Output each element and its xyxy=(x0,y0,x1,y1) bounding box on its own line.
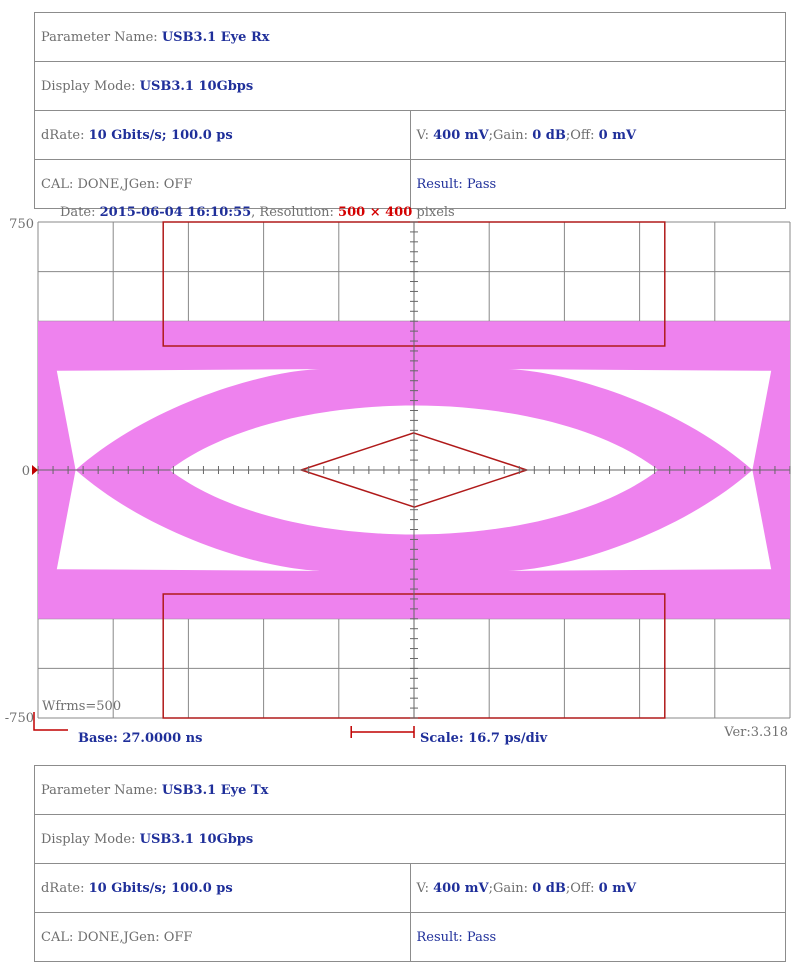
tx-drate-cell xyxy=(35,864,411,913)
y-tick-label-bottom: -750 xyxy=(4,711,34,726)
resolution-value: 500 × 400 xyxy=(338,205,413,220)
y-tick-label-top: 750 xyxy=(9,217,34,232)
base-arrow xyxy=(34,712,68,730)
rx-v-value: 400 mV xyxy=(433,127,489,143)
tx-gain-value: 0 dB xyxy=(532,880,566,896)
rx-v-label: V: xyxy=(416,127,429,143)
date-label: Date: xyxy=(60,205,100,220)
tx-result: Result: Pass xyxy=(410,913,786,962)
tx-off-value: 0 mV xyxy=(598,880,637,896)
tx-mode-label: Display Mode: xyxy=(41,831,136,847)
rx-parameter-value: USB3.1 Eye Rx xyxy=(161,29,270,45)
rx-gain-label: ;Gain: xyxy=(488,127,529,143)
resolution-unit: pixels xyxy=(412,205,455,220)
tx-cal-status: CAL: DONE,JGen: OFF xyxy=(35,913,411,962)
tx-off-label: ;Off: xyxy=(565,880,595,896)
rx-off-label: ;Off: xyxy=(565,127,595,143)
chart-axes xyxy=(32,222,790,718)
rx-off-value: 0 mV xyxy=(598,127,637,143)
rx-mode-value: USB3.1 10Gbps xyxy=(139,78,254,94)
rx-drate-label: dRate: xyxy=(41,127,85,143)
tx-drate-value: 10 Gbits/s; 100.0 ps xyxy=(88,880,233,896)
tx-drate-label: dRate: xyxy=(41,880,85,896)
base-label xyxy=(78,731,202,746)
zero-marker xyxy=(32,465,38,475)
tx-gain-label: ;Gain: xyxy=(488,880,529,896)
base-label-text: Base: 27.0000 ns xyxy=(78,731,203,746)
rx-result: Result: Pass xyxy=(410,160,786,209)
tx-parameter-value: USB3.1 Eye Tx xyxy=(161,782,269,798)
rx-gain-value: 0 dB xyxy=(532,127,566,143)
tx-parameter-cell xyxy=(35,766,786,815)
rx-cal-status: CAL: DONE,JGen: OFF xyxy=(35,160,411,209)
rx-drate-value: 10 Gbits/s; 100.0 ps xyxy=(88,127,233,143)
tx-v-value: 400 mV xyxy=(433,880,489,896)
tx-voltage-cell xyxy=(410,864,786,913)
tx-display-mode-cell xyxy=(35,815,786,864)
y-tick-label-zero: 0 xyxy=(21,464,30,479)
waveform-count: Wfrms=500 xyxy=(42,699,122,714)
scale-label-text: Scale: 16.7 ps/div xyxy=(420,731,548,746)
date-value: 2015-06-04 16:10:55 xyxy=(99,205,252,220)
date-resolution-label xyxy=(60,205,455,220)
tx-info-table xyxy=(34,765,786,962)
tx-mode-value: USB3.1 10Gbps xyxy=(139,831,254,847)
resolution-label: , Resolution: xyxy=(251,205,339,220)
rx-parameter-label: Parameter Name: xyxy=(41,29,158,45)
rx-mode-label: Display Mode: xyxy=(41,78,136,94)
tx-parameter-label: Parameter Name: xyxy=(41,782,158,798)
version-label: Ver:3.318 xyxy=(724,725,788,740)
tx-v-label: V: xyxy=(416,880,429,896)
scale-label xyxy=(420,731,548,746)
